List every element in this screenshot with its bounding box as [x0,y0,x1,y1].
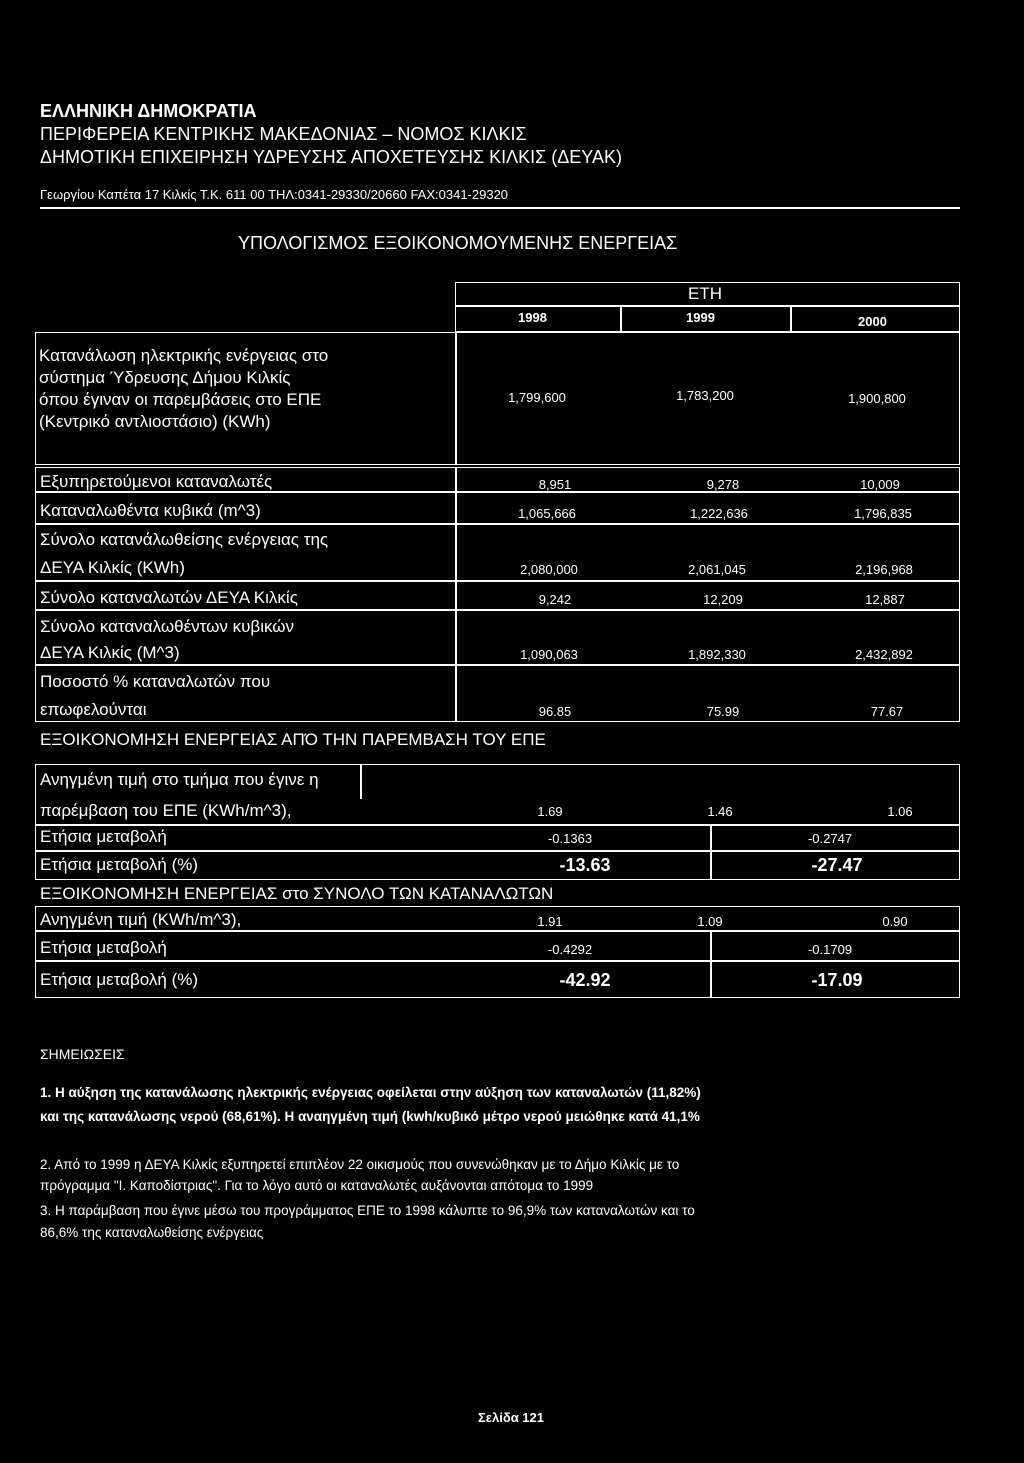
stat-served-consumers-2000: 10,009 [860,477,900,492]
note-2-line-1: 2. Από το 1999 η ΔΕΥΑ Κιλκίς εξυπηρετεί επιπλέον 22 οικισμούς που συνενώθηκαν με το Δήμο Κιλκίς με το [40,1157,680,1172]
stat-total-cubic-label-2: ΔΕΥΑ Κιλκίς (Μ^3) [40,643,180,662]
section1-change-pct-2000: -27.47 [811,855,863,875]
page-number: Σελίδα 121 [478,1410,544,1425]
year-1999: 1999 [686,310,715,325]
stat-total-consumers-2000: 12,887 [865,592,905,607]
section1-change-pct-1999: -13.63 [559,855,611,875]
section1-reduced-2000: 1.06 [887,804,913,819]
years-header-divider [455,305,960,307]
consumption-1998: 1,799,600 [508,390,566,405]
stat-consumed-cubic-1999: 1,222,636 [690,506,748,521]
stat-percentage-2000: 77.67 [870,704,904,719]
stat-consumed-cubic-1998: 1,065,666 [518,506,576,521]
section1-change-label: Ετήσια μεταβολή [40,827,167,846]
header-line-1: ΕΛΛΗΝΙΚΗ ΔΗΜΟΚΡΑΤΙΑ [40,101,257,121]
stat-served-consumers-label: Εξυπηρετούμενοι καταναλωτές [40,472,273,491]
stat-served-consumers-1999: 9,278 [706,477,740,492]
section1-reduced-1998: 1.69 [537,804,563,819]
section2-reduced-1998: 1.91 [537,914,563,929]
consumption-1999: 1,783,200 [676,388,734,403]
header-rule [40,207,960,209]
section2-reduced-label: Ανηγμένη τιμή (KWh/m^3), [40,910,242,929]
section2-change-2000: -0.1709 [807,942,853,957]
stat-consumed-cubic-2000: 1,796,835 [854,506,912,521]
section2-reduced-1999: 1.09 [697,914,723,929]
section1-change-pct-label: Ετήσια μεταβολή (%) [40,855,199,874]
stat-total-cubic-1999: 1,892,330 [688,647,746,662]
consumption-2000: 1,900,800 [848,391,906,406]
stat-total-energy-2000: 2,196,968 [855,562,913,577]
header-line-3: ΔΗΜΟΤΙΚΗ ΕΠΙΧΕΙΡΗΣΗ ΥΔΡΕΥΣΗΣ ΑΠΟΧΕΤΕΥΣΗΣ ΚΙΛΚΙΣ (ΔΕΥΑΚ) [40,147,622,167]
header-line-2: ΠΕΡΙΦΕΡΕΙΑ ΚΕΝΤΡΙΚΗΣ ΜΑΚΕΔΟΝΙΑΣ – ΝΟΜΟΣ ΚΙΛΚΙΣ [40,124,527,144]
section2-title: ΕΞΟΙΚΟΝΟΜΗΣΗ ΕΝΕΡΓΕΙΑΣ στο ΣΥΝΟΛΟ ΤΩΝ ΚΑΤΑΝΑΛΩΤΩΝ [40,884,554,903]
section1-reduced-label-2: παρέμβαση του ΕΠΕ (KWh/m^3), [40,801,292,820]
section1-change-1999: -0.1363 [547,831,593,846]
note-1-line-2: και της κατανάλωσης νερού (68,61%). Η αναηγμένη τιμή (kwh/κυβικό μέτρο νερού μειώθηκε κατά 41,1% [40,1109,700,1124]
note-1-line-1: 1. Η αύξηση της κατανάλωσης ηλεκτρικής ενέργειας οφείλεται στην αύξηση των καταναλωτών (11,82%) [40,1085,701,1100]
stat-total-energy-label-1: Σύνολο κατανάλωθείσης ενέργειας της [40,530,329,549]
section2-change-pct-2000: -17.09 [811,970,863,990]
note-2-line-2: πρόγραμμα "Ι. Καποδίστριας". Για το λόγο αυτό οι καταναλωτές αυξάνονται απότομα το 1999 [40,1178,594,1193]
section1-change-2000: -0.2747 [807,831,853,846]
section1-reduced-1999: 1.46 [707,804,733,819]
stat-percentage-1999: 75.99 [706,704,740,719]
note-3-line-1: 3. Η παράμβαση που έγινε μέσω του προγράμματος ΕΠΕ το 1998 κάλυπτε το 96,9% των καταναλωτών και το [40,1203,695,1218]
stat-percentage-label-1: Ποσοστό % καταναλωτών που [40,672,271,691]
section2-change-label: Ετήσια μεταβολή [40,938,167,957]
page-title: ΥΠΟΛΟΓΙΣΜΟΣ ΕΞΟΙΚΟΝΟΜΟΥΜΕΝΗΣ ΕΝΕΡΓΕΙΑΣ [238,233,678,253]
stat-total-consumers-1999: 12,209 [703,592,743,607]
stat-total-cubic-1998: 1,090,063 [520,647,578,662]
stat-total-consumers-label: Σύνολο καταναλωτών ΔΕΥΑ Κιλκίς [40,588,298,607]
stat-total-energy-1999: 2,061,045 [688,562,746,577]
notes-heading: ΣΗΜΕΙΩΣΕΙΣ [40,1046,125,1062]
stat-percentage-label-2: επωφελούνται [40,700,147,719]
year-2000: 2000 [858,314,887,329]
section2-reduced-2000: 0.90 [882,914,908,929]
stat-total-consumers-1998: 9,242 [538,592,572,607]
stat-served-consumers-1998: 8,951 [538,477,572,492]
header-address: Γεωργίου Καπέτα 17 Κιλκίς Τ.Κ. 611 00 ΤΗΛ:0341-29330/20660 FAX:0341-29320 [40,187,509,202]
stat-total-cubic-2000: 2,432,892 [855,647,913,662]
stat-total-energy-1998: 2,080,000 [520,562,578,577]
stat-consumed-cubic-label: Καταναλωθέντα κυβικά (m^3) [40,501,261,520]
stat-total-cubic-label-1: Σύνολο καταναλωθέντων κυβικών [40,617,295,636]
years-group-header: ΕΤΗ [688,284,722,303]
consumption-label: Κατανάλωση ηλεκτρικής ενέργειας στο σύστημα Ύδρευσης Δήμου Κιλκίς όπου έγιναν οι παρεμβάσεις στο ΕΠΕ (Κεντρικό αντλιοστάσιο) (KWh) [39,346,329,431]
section1-title: ΕΞΟΙΚΟΝΟΜΗΣΗ ΕΝΕΡΓΕΙΑΣ ΑΠΌ ΤΗΝ ΠΑΡΕΜΒΑΣΗ ΤΟΥ ΕΠΕ [40,730,546,749]
section2-change-pct-label: Ετήσια μεταβολή (%) [40,970,199,989]
section2-change-pct-1999: -42.92 [559,970,611,990]
section2-change-1999: -0.4292 [547,942,593,957]
stat-percentage-1998: 96.85 [538,704,572,719]
section1-reduced-label-1: Ανηγμένη τιμή στο τμήμα που έγινε η [40,770,319,789]
note-3-line-2: 86,6% της καταναλωθείσης ενέργειας [40,1225,264,1240]
stat-total-energy-label-2: ΔΕΥΑ Κιλκίς (KWh) [40,558,185,577]
year-1998: 1998 [518,310,547,325]
